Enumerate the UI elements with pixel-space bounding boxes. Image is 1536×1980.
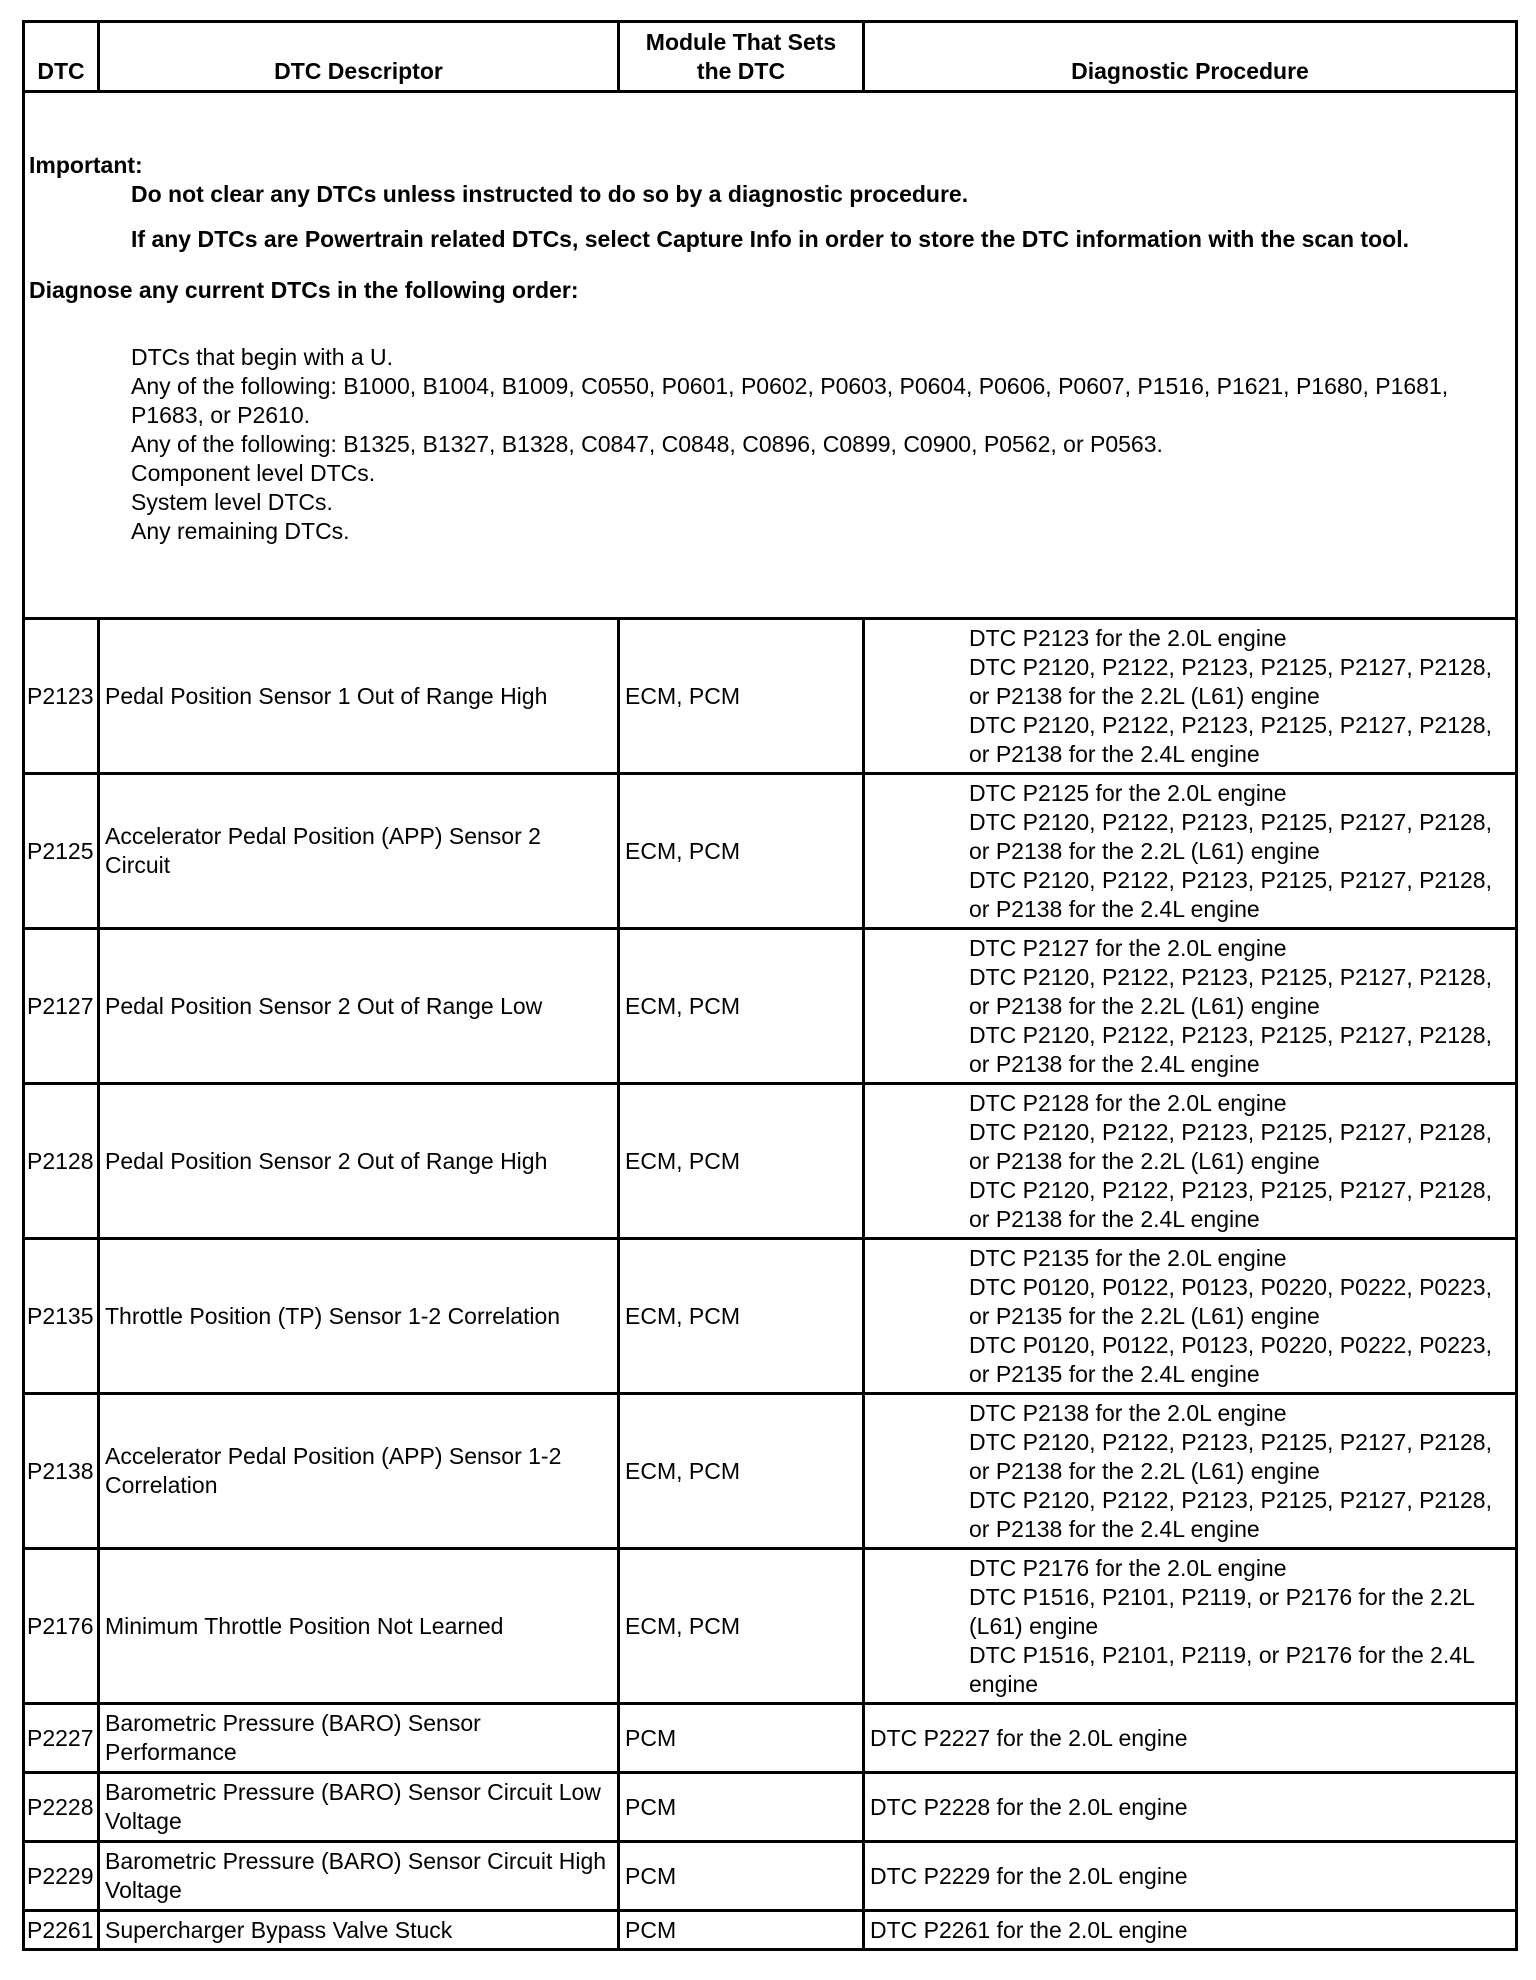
procedure-line: DTC P2128 for the 2.0L engine: [969, 1090, 1287, 1116]
table-row: [24, 1239, 1517, 1394]
dtc-code-cell: P2123: [24, 619, 99, 774]
dtc-code-cell: P2127: [24, 929, 99, 1084]
procedure-line: DTC P0120, P0122, P0123, P0220, P0222, P0223, or P2135 for the 2.4L engine: [969, 1332, 1492, 1387]
table-row: [24, 1842, 1517, 1911]
procedure-line: DTC P2138 for the 2.0L engine: [969, 1400, 1287, 1426]
header-dtc: DTC: [24, 22, 99, 92]
module-cell: PCM: [619, 1911, 864, 1950]
procedure-line: DTC P2135 for the 2.0L engine: [969, 1245, 1287, 1271]
table-row: [24, 1773, 1517, 1842]
important-label: Important:: [29, 152, 143, 178]
dtc-code-cell: P2135: [24, 1239, 99, 1394]
procedure-line: DTC P1516, P2101, P2119, or P2176 for the 2.2L (L61) engine: [969, 1584, 1475, 1639]
header-descriptor: DTC Descriptor: [99, 22, 619, 92]
procedure-line: DTC P2120, P2122, P2123, P2125, P2127, P2128, or P2138 for the 2.4L engine: [969, 712, 1492, 767]
procedure-line: DTC P2120, P2122, P2123, P2125, P2127, P2128, or P2138 for the 2.4L engine: [969, 867, 1492, 922]
dtc-code-cell: P2125: [24, 774, 99, 929]
procedure-cell: [864, 1084, 1517, 1239]
order-heading: Diagnose any current DTCs in the following order:: [29, 277, 579, 303]
procedure-line: DTC P2120, P2122, P2123, P2125, P2127, P2128, or P2138 for the 2.2L (L61) engine: [969, 654, 1492, 709]
order-line-3: Any of the following: B1325, B1327, B1328, C0847, C0848, C0896, C0899, C0900, P0562, or P0563.: [131, 431, 1163, 457]
procedure-line: DTC P0120, P0122, P0123, P0220, P0222, P0223, or P2135 for the 2.2L (L61) engine: [969, 1274, 1492, 1329]
table-row: [24, 1084, 1517, 1239]
module-cell: ECM, PCM: [619, 1549, 864, 1704]
descriptor-cell: Barometric Pressure (BARO) Sensor Performance: [99, 1704, 619, 1773]
descriptor-cell: Pedal Position Sensor 2 Out of Range Low: [99, 929, 619, 1084]
dtc-code-cell: P2261: [24, 1911, 99, 1950]
descriptor-cell: Supercharger Bypass Valve Stuck: [99, 1911, 619, 1950]
procedure-line: DTC P2120, P2122, P2123, P2125, P2127, P2128, or P2138 for the 2.2L (L61) engine: [969, 1429, 1492, 1484]
procedure-line: DTC P2120, P2122, P2123, P2125, P2127, P2128, or P2138 for the 2.4L engine: [969, 1487, 1492, 1542]
dtc-code-cell: P2227: [24, 1704, 99, 1773]
procedure-line: DTC P2176 for the 2.0L engine: [969, 1555, 1287, 1581]
notes-row: [24, 92, 1517, 619]
module-cell: PCM: [619, 1773, 864, 1842]
procedure-line: DTC P2120, P2122, P2123, P2125, P2127, P2128, or P2138 for the 2.4L engine: [969, 1177, 1492, 1232]
descriptor-cell: Barometric Pressure (BARO) Sensor Circuit Low Voltage: [99, 1773, 619, 1842]
dtc-table: [22, 20, 1518, 1951]
table-row: [24, 619, 1517, 774]
procedure-cell: [864, 1773, 1517, 1842]
procedure-cell: [864, 1704, 1517, 1773]
procedure-cell: [864, 1549, 1517, 1704]
notes-cell: [24, 92, 1517, 619]
table-row: [24, 774, 1517, 929]
procedure-cell: [864, 619, 1517, 774]
order-line-4: Component level DTCs.: [131, 460, 376, 486]
dtc-code-cell: P2138: [24, 1394, 99, 1549]
descriptor-cell: Minimum Throttle Position Not Learned: [99, 1549, 619, 1704]
procedure-cell: [864, 1239, 1517, 1394]
module-cell: ECM, PCM: [619, 774, 864, 929]
order-line-6: Any remaining DTCs.: [131, 518, 350, 544]
module-cell: PCM: [619, 1842, 864, 1911]
header-module: Module That Sets the DTC: [619, 22, 864, 92]
table-row: [24, 1549, 1517, 1704]
procedure-cell: [864, 1842, 1517, 1911]
procedure-line: DTC P2229 for the 2.0L engine: [870, 1863, 1188, 1889]
module-cell: PCM: [619, 1704, 864, 1773]
dtc-code-cell: P2229: [24, 1842, 99, 1911]
descriptor-cell: Accelerator Pedal Position (APP) Sensor 2 Circuit: [99, 774, 619, 929]
descriptor-cell: Pedal Position Sensor 1 Out of Range High: [99, 619, 619, 774]
table-row: [24, 1911, 1517, 1950]
important-line-1: Do not clear any DTCs unless instructed to do so by a diagnostic procedure.: [131, 181, 969, 207]
procedure-line: DTC P2127 for the 2.0L engine: [969, 935, 1287, 961]
procedure-line: DTC P2125 for the 2.0L engine: [969, 780, 1287, 806]
procedure-line: DTC P2120, P2122, P2123, P2125, P2127, P2128, or P2138 for the 2.2L (L61) engine: [969, 964, 1492, 1019]
procedure-line: DTC P2261 for the 2.0L engine: [870, 1917, 1188, 1943]
procedure-line: DTC P2120, P2122, P2123, P2125, P2127, P2128, or P2138 for the 2.4L engine: [969, 1022, 1492, 1077]
procedure-line: DTC P2227 for the 2.0L engine: [870, 1725, 1188, 1751]
descriptor-cell: Throttle Position (TP) Sensor 1-2 Correlation: [99, 1239, 619, 1394]
dtc-code-cell: P2128: [24, 1084, 99, 1239]
procedure-cell: [864, 929, 1517, 1084]
header-row: [24, 22, 1517, 92]
descriptor-cell: Pedal Position Sensor 2 Out of Range High: [99, 1084, 619, 1239]
procedure-cell: [864, 1911, 1517, 1950]
procedure-line: DTC P2120, P2122, P2123, P2125, P2127, P2128, or P2138 for the 2.2L (L61) engine: [969, 1119, 1492, 1174]
procedure-line: DTC P2228 for the 2.0L engine: [870, 1794, 1188, 1820]
table-row: [24, 1394, 1517, 1549]
order-line-5: System level DTCs.: [131, 489, 333, 515]
procedure-line: DTC P2123 for the 2.0L engine: [969, 625, 1287, 651]
module-cell: ECM, PCM: [619, 1084, 864, 1239]
important-line-2: If any DTCs are Powertrain related DTCs, select Capture Info in order to store the DTC information with the scan tool.: [131, 226, 1409, 252]
procedure-cell: [864, 1394, 1517, 1549]
table-row: [24, 1704, 1517, 1773]
dtc-code-cell: P2228: [24, 1773, 99, 1842]
header-procedure: Diagnostic Procedure: [864, 22, 1517, 92]
module-cell: ECM, PCM: [619, 619, 864, 774]
procedure-line: DTC P1516, P2101, P2119, or P2176 for the 2.4L engine: [969, 1642, 1475, 1697]
procedure-line: DTC P2120, P2122, P2123, P2125, P2127, P2128, or P2138 for the 2.2L (L61) engine: [969, 809, 1492, 864]
order-line-2: Any of the following: B1000, B1004, B1009, C0550, P0601, P0602, P0603, P0604, P0606, P0607, P1516, P1621, P1680, P1681, P1683, or P2610.: [131, 373, 1449, 428]
table-row: [24, 929, 1517, 1084]
module-cell: ECM, PCM: [619, 1239, 864, 1394]
dtc-code-cell: P2176: [24, 1549, 99, 1704]
descriptor-cell: Accelerator Pedal Position (APP) Sensor 1-2 Correlation: [99, 1394, 619, 1549]
module-cell: ECM, PCM: [619, 929, 864, 1084]
descriptor-cell: Barometric Pressure (BARO) Sensor Circuit High Voltage: [99, 1842, 619, 1911]
order-line-1: DTCs that begin with a U.: [131, 344, 394, 370]
procedure-cell: [864, 774, 1517, 929]
module-cell: ECM, PCM: [619, 1394, 864, 1549]
